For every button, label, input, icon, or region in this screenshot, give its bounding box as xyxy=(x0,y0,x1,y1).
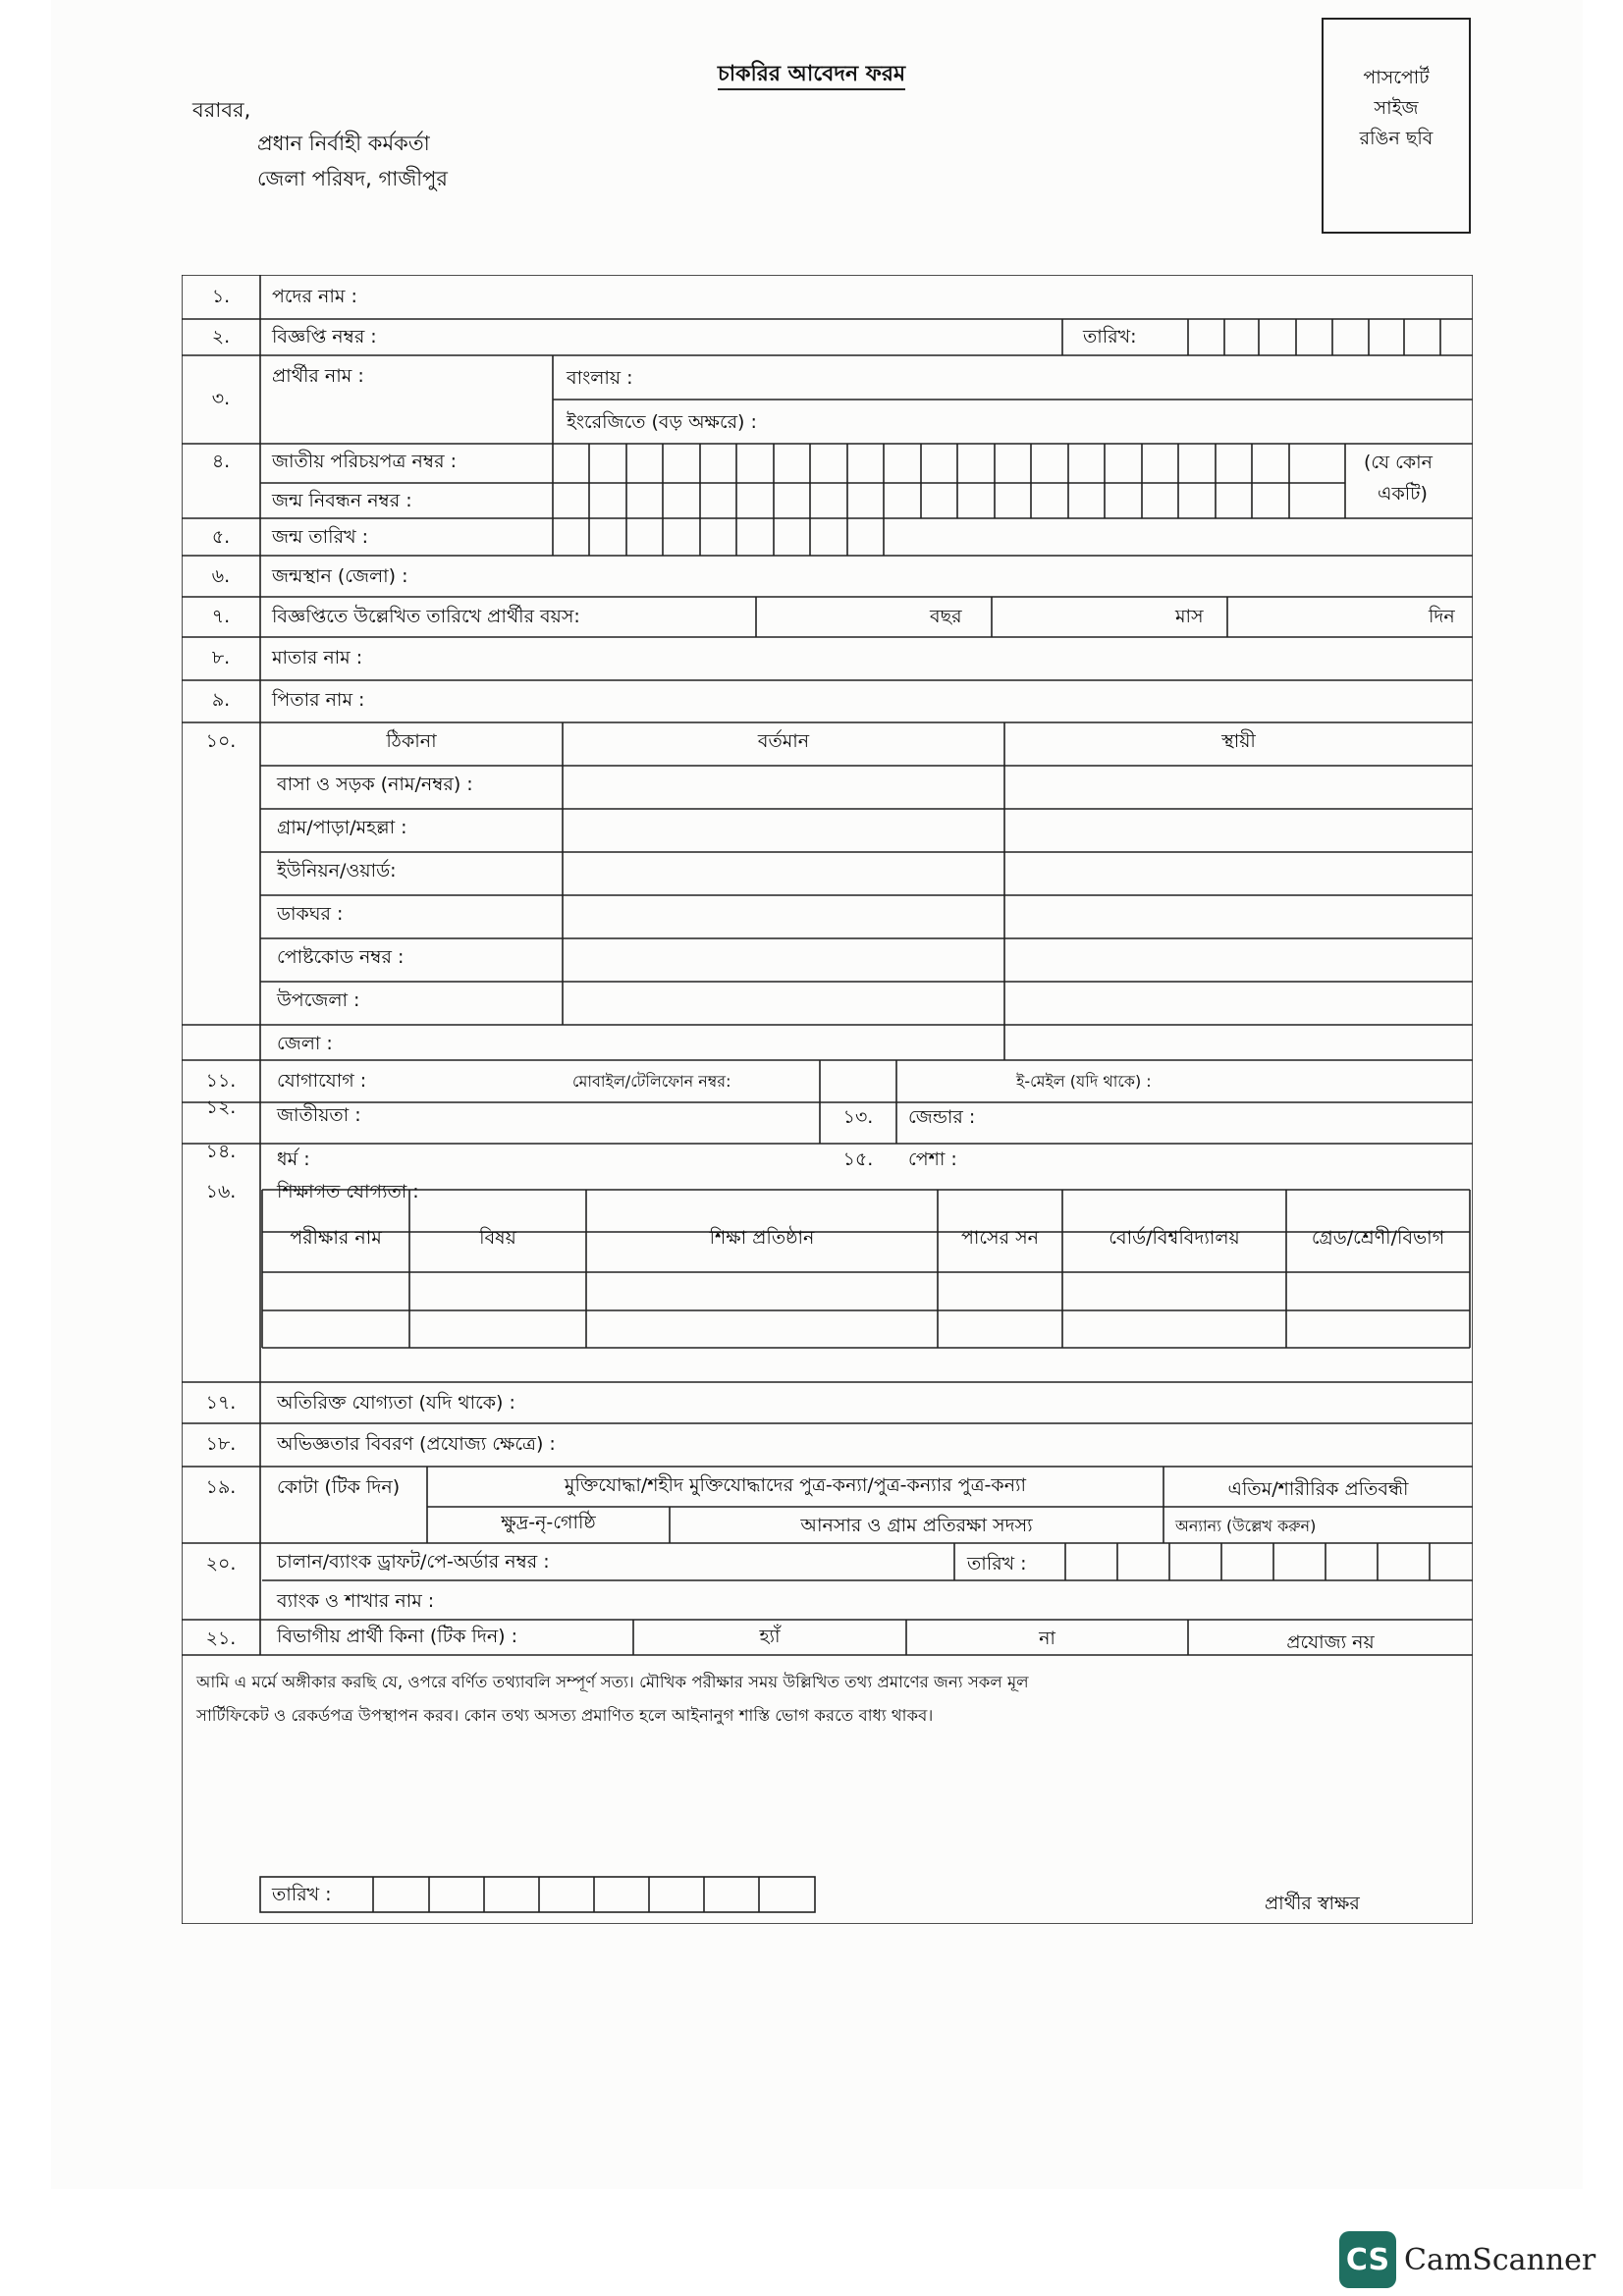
nationality-label: জাতীয়তা : xyxy=(277,1104,361,1126)
address-upazila-label: উপজেলা : xyxy=(277,989,360,1011)
any-one-note-line2: একটি) xyxy=(1378,483,1428,505)
address-postcode-label: পোষ্টকোড নম্বর : xyxy=(277,946,405,968)
age-label: বিজ্ঞপ্তিতে উল্লেখিত তারিখে প্রার্থীর বয়স: xyxy=(272,606,580,627)
age-day-label: দিন xyxy=(1429,606,1455,627)
row19-number: ১৯. xyxy=(205,1476,237,1498)
address-post-office-label: ডাকঘর : xyxy=(277,903,344,925)
mother-name-label: মাতার নাম : xyxy=(272,647,363,668)
row2-number: ২. xyxy=(211,326,231,347)
departmental-candidate-label: বিভাগীয় প্রার্থী কিনা (টিক দিন) : xyxy=(277,1626,518,1647)
row8-number: ৮. xyxy=(211,647,231,668)
birth-date-label: জন্ম তারিখ : xyxy=(272,526,368,548)
address-union-ward-label: ইউনিয়ন/ওয়ার্ড: xyxy=(277,860,397,881)
address-to: বরাবর, xyxy=(192,98,251,122)
permanent-address-header: স্থায়ী xyxy=(1221,730,1256,752)
challan-number-label: চালান/ব্যাংক ড্রাফট/পে-অর্ডার নম্বর : xyxy=(277,1551,550,1573)
advertisement-date-label: তারিখ: xyxy=(1083,326,1137,347)
address-line1: প্রধান নির্বাহী কর্মকর্তা xyxy=(257,132,430,155)
birth-district-label: জন্মস্থান (জেলা) : xyxy=(272,565,408,587)
camscanner-watermark xyxy=(1339,2231,1596,2288)
father-name-label: পিতার নাম : xyxy=(272,689,365,711)
name-bangla-label: বাংলায় : xyxy=(567,367,633,389)
name-english-label: ইংরেজিতে (বড় অক্ষরে) : xyxy=(567,411,757,433)
present-address-header: বর্তমান xyxy=(757,730,810,752)
edu-header-board: বোর্ড/বিশ্ববিদ্যালয় xyxy=(1109,1227,1240,1249)
bank-branch-label: ব্যাংক ও শাখার নাম : xyxy=(277,1590,435,1612)
address-column-header: ঠিকানা xyxy=(386,730,437,752)
row20-number: ২০. xyxy=(205,1553,237,1575)
profession-label: পেশা : xyxy=(908,1148,957,1170)
contact-label: যোগাযোগ : xyxy=(277,1070,367,1092)
address-line2: জেলা পরিষদ, গাজীপুর xyxy=(257,167,448,190)
challan-date-label: তারিখ : xyxy=(967,1553,1027,1575)
departmental-yes-option[interactable]: হ্যাঁ xyxy=(759,1626,781,1647)
edu-header-pass-year: পাসের সন xyxy=(961,1227,1039,1249)
birth-registration-label: জন্ম নিবন্ধন নম্বর : xyxy=(272,490,412,511)
declaration-line2: সার্টিফিকেট ও রেকর্ডপত্র উপস্থাপন করব। কোন তথ্য অসত্য প্রমাণিত হলে আইনানুগ শাস্তি ভোগ করতে বাধ্য থাকব। xyxy=(196,1706,934,1725)
address-district-label: জেলা : xyxy=(277,1033,333,1054)
photo-box-line3: রঙিন ছবি xyxy=(1359,128,1434,149)
camscanner-logo-text: CamScanner xyxy=(1404,2242,1596,2277)
email-label: ই-মেইল (যদি থাকে) : xyxy=(1016,1072,1152,1091)
row10-number: ১০. xyxy=(205,730,237,752)
row11-number: ১১. xyxy=(205,1070,237,1092)
quota-label: কোটা (টিক দিন) xyxy=(277,1476,401,1498)
additional-qualification-label: অতিরিক্ত যোগ্যতা (যদি থাকে) : xyxy=(277,1392,515,1414)
row4-number: ৪. xyxy=(211,451,231,472)
row17-number: ১৭. xyxy=(205,1392,237,1414)
form-title: চাকরির আবেদন ফরম xyxy=(0,57,1623,93)
camscanner-logo-icon: CS xyxy=(1339,2231,1396,2288)
edu-header-institution: শিক্ষা প্রতিষ্ঠান xyxy=(709,1227,815,1249)
row14-number: ১৪. xyxy=(205,1141,237,1162)
declaration-line1: আমি এ মর্মে অঙ্গীকার করছি যে, ওপরে বর্ণিত তথ্যাবলি সম্পূর্ণ সত্য। মৌখিক পরীক্ষার সময় উল্লিখিত তথ্য প্রমাণের জন্য সকল মূল xyxy=(196,1673,1029,1691)
row18-number: ১৮. xyxy=(205,1433,237,1455)
photo-box xyxy=(1322,18,1471,234)
quota-ethnic-minority-option[interactable]: ক্ষুদ্র-নৃ-গোষ্ঠি xyxy=(501,1512,596,1533)
education-label: শিক্ষাগত যোগ্যতা : xyxy=(277,1181,419,1202)
application-form-table xyxy=(182,275,1473,1924)
applicant-signature-label: প্রার্থীর স্বাক্ষর xyxy=(1265,1893,1360,1914)
any-one-note-line1: (যে কোন xyxy=(1364,452,1433,473)
row13-number: ১৩. xyxy=(842,1106,874,1128)
quota-orphan-disabled-option[interactable]: এতিম/শারীরিক প্রতিবন্ধী xyxy=(1227,1478,1409,1500)
declaration-date-label: তারিখ : xyxy=(272,1884,332,1905)
advertisement-number-label: বিজ্ঞপ্তি নম্বর : xyxy=(272,326,377,347)
edu-header-exam: পরীক্ষার নাম xyxy=(290,1227,382,1249)
edu-header-subject: বিষয় xyxy=(479,1227,516,1249)
experience-label: অভিজ্ঞতার বিবরণ (প্রযোজ্য ক্ষেত্রে) : xyxy=(277,1433,556,1455)
age-month-label: মাস xyxy=(1175,606,1204,627)
row7-number: ৭. xyxy=(211,606,231,627)
row5-number: ৫. xyxy=(211,526,231,548)
address-house-road-label: বাসা ও সড়ক (নাম/নম্বর) : xyxy=(277,774,473,795)
row3-number: ৩. xyxy=(211,388,231,409)
mobile-number-label: মোবাইল/টেলিফোন নম্বর: xyxy=(572,1072,731,1091)
row16-number: ১৬. xyxy=(205,1181,237,1202)
quota-freedom-fighter-option[interactable]: মুক্তিযোদ্ধা/শহীদ মুক্তিযোদ্ধাদের পুত্র-কন্যা/পুত্র-কন্যার পুত্র-কন্যা xyxy=(564,1474,1027,1496)
religion-label: ধর্ম : xyxy=(277,1148,310,1170)
row6-number: ৬. xyxy=(211,565,231,587)
row12-number: ১২. xyxy=(205,1096,237,1118)
applicant-name-label: প্রার্থীর নাম : xyxy=(272,365,364,387)
nid-number-label: জাতীয় পরিচয়পত্র নম্বর : xyxy=(272,451,457,472)
row21-number: ২১. xyxy=(205,1628,237,1649)
gender-label: জেন্ডার : xyxy=(908,1106,976,1128)
row1-number: ১. xyxy=(211,286,231,307)
departmental-na-option[interactable]: প্রযোজ্য নয় xyxy=(1286,1631,1375,1653)
edu-header-grade: গ্রেড/শ্রেণী/বিভাগ xyxy=(1311,1227,1445,1249)
row9-number: ৯. xyxy=(211,689,231,711)
quota-ansar-vdp-option[interactable]: আনসার ও গ্রাম প্রতিরক্ষা সদস্য xyxy=(800,1515,1033,1536)
address-village-label: গ্রাম/পাড়া/মহল্লা : xyxy=(277,817,407,838)
post-name-label: পদের নাম : xyxy=(272,286,357,307)
photo-box-line2: সাইজ xyxy=(1374,97,1419,119)
row15-number: ১৫. xyxy=(842,1148,874,1170)
departmental-no-option[interactable]: না xyxy=(1039,1628,1055,1649)
quota-other-option[interactable]: অন্যান্য (উল্লেখ করুন) xyxy=(1175,1517,1317,1535)
photo-box-line1: পাসপোর্ট xyxy=(1363,67,1430,88)
age-year-label: বছর xyxy=(930,606,962,627)
